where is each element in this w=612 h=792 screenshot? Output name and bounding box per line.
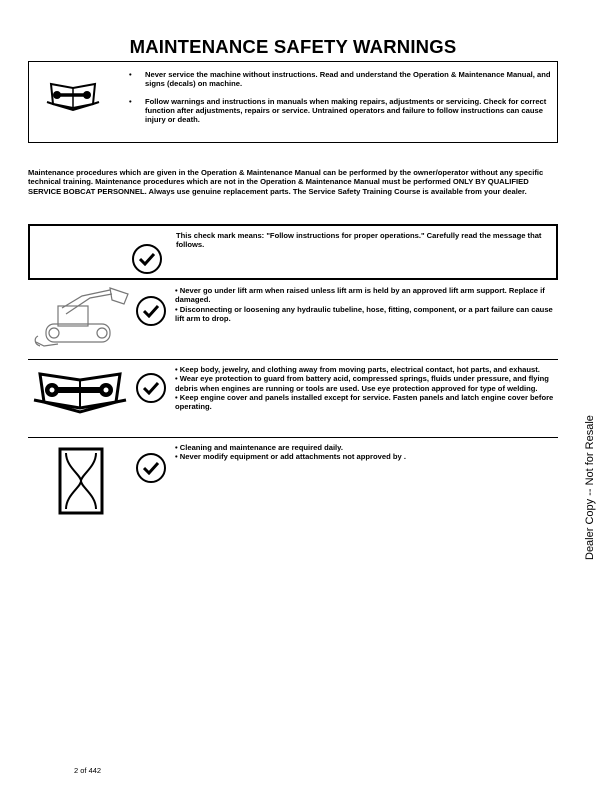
general-warnings bbox=[175, 365, 555, 411]
check-mark-icon bbox=[136, 453, 166, 483]
warning-line: • Disconnecting or loosening any hydraulic tubeline, hose, fitting, component, or a part failure can cause lift arm to drop. bbox=[175, 304, 553, 323]
warning-line: • Keep body, jewelry, and clothing away from moving parts, electrical contact, hot parts, and exhaust. bbox=[175, 365, 540, 374]
check-note: This check mark means: "Follow instructions for proper operations." Carefully read the message that follows. bbox=[176, 231, 542, 250]
daily-maintenance-warnings bbox=[175, 443, 555, 462]
warning-bullet: • Never service the machine without instructions. Read and understand the Operation & Maintenance Manual, and signs (decals) on machine. bbox=[129, 70, 554, 88]
loader-lift-arm-icon bbox=[32, 284, 132, 361]
warning-bullet: • Follow warnings and instructions in manuals when making repairs, adjustments or servicing. Check for correct function after adjustments, repairs or service. Untrained operators and failure to follow instructions can cause injury or death. bbox=[129, 97, 554, 124]
warning-line: • Never go under lift arm when raised unless lift arm is held by an approved lift arm support. Replace if damaged. bbox=[175, 286, 545, 305]
warning-line: • Never modify equipment or add attachments not approved by . bbox=[175, 452, 406, 462]
warning-box bbox=[28, 61, 558, 143]
check-mark-icon bbox=[136, 296, 166, 326]
hourglass-icon bbox=[58, 447, 104, 520]
warning-line: • Wear eye protection to guard from battery acid, compressed springs, fluids under pressure, and flying debris when engines are running or tools are used. Use eye protection approved for type of welding. bbox=[175, 374, 549, 393]
divider bbox=[28, 437, 558, 438]
lift-arm-warnings bbox=[175, 286, 555, 323]
divider bbox=[28, 359, 558, 360]
manual-book-wrench-icon bbox=[30, 366, 130, 419]
page-number: 2 of 442 bbox=[74, 766, 102, 775]
dealer-copy-watermark: Dealer Copy -- Not for Resale bbox=[584, 415, 596, 560]
page-title: MAINTENANCE SAFETY WARNINGS bbox=[129, 36, 457, 57]
check-mark-icon bbox=[136, 373, 166, 403]
intro-paragraph: Maintenance procedures which are given in the Operation & Maintenance Manual can be performed by the owner/operator without any specific technical training. Maintenance procedures which are not in the Operation & Maintenance Manual must be performed ONLY BY QUALIFIED SERVICE BOBCAT PERSONNEL. Always use genuine replacement parts. The Service Safety Training Course is available from your dealer. bbox=[28, 168, 544, 196]
warning-line: • Cleaning and maintenance are required daily. bbox=[175, 443, 343, 452]
manual-book-wrench-icon bbox=[43, 74, 103, 119]
check-explanation-box bbox=[28, 224, 558, 280]
warning-line: • Keep engine cover and panels installed except for service. Fasten panels and latch engine cover before operating. bbox=[175, 392, 554, 412]
warning-bullets bbox=[129, 70, 554, 133]
check-mark-icon bbox=[132, 244, 162, 274]
